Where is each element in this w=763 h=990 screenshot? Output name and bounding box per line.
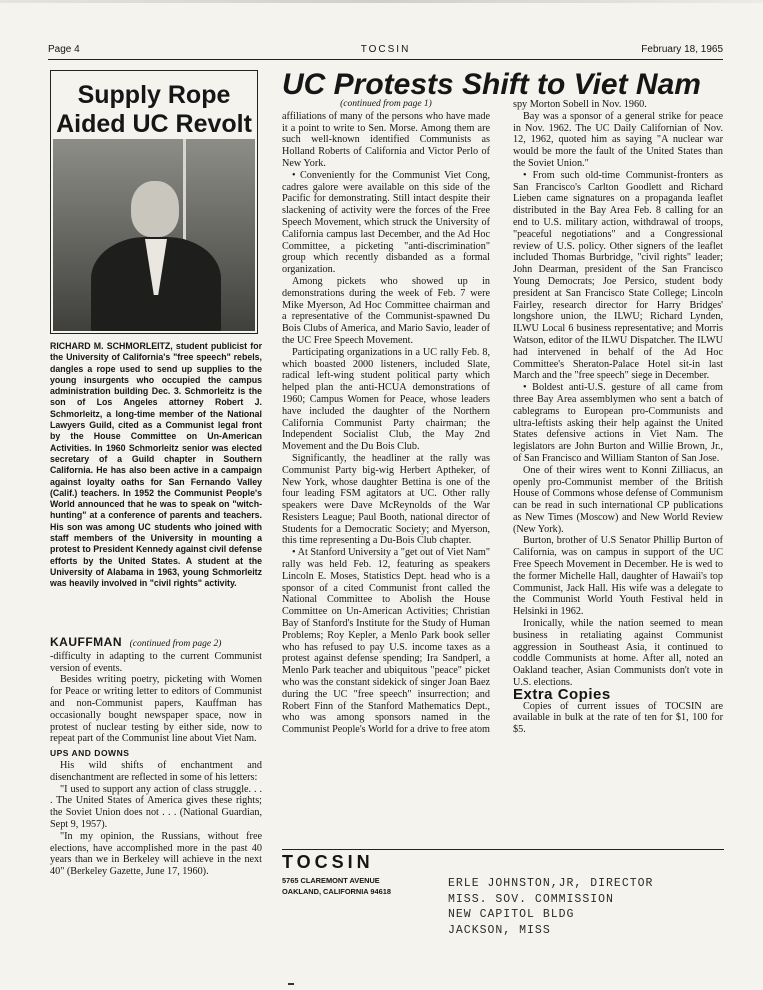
continued-from-page1: (continued from page 1)	[340, 99, 432, 109]
footer-street: 5765 CLAREMONT AVENUE	[282, 876, 380, 885]
typed-address-stamp	[448, 876, 653, 938]
page-header	[48, 44, 723, 58]
kaufman-column	[50, 637, 262, 878]
mid-p2: • Conveniently for the Communist Viet Cong, cadres galore were available on this side of the Pacific for demonstrating. Still intact despite their slackening of activity were the forces of the Free Speech Movement, which struck the University of California campus last December, and the Ad Hoc Committee, a picketing "anti-discrimination" group which recently disbanded as a formal organization.	[282, 169, 490, 276]
kaufman-p1: -difficulty in adapting to the current Communist version of events.	[50, 650, 262, 674]
photo-box	[50, 70, 258, 334]
photo-of-man-with-rope	[53, 139, 255, 331]
right-p5: One of their wires went to Konni Zilliacus, an openly pro-Communist member of the British House of Commons whose defense of Communism can be read in such international CP publications as New Times (Moscow) and New World Review (New York).	[513, 464, 723, 535]
right-p7: Ironically, while the nation seemed to mean business in retaliating against Communist aggression in Southeast Asia, it continued to coddle Communists at home. After all, noted an Oakland teacher, Asian Communists don't vote in U.S. elections.	[513, 618, 723, 689]
middle-column	[282, 99, 490, 736]
extra-copies-heading: Extra Copies	[513, 685, 611, 703]
header-rule	[48, 59, 723, 60]
right-column	[513, 99, 723, 736]
kaufman-p2: Besides writing poetry, picketing with Women for Peace or writing letter to editors of Communist and non-Communist papers, Kauffman has occasionally bought newspaper space, now in protest of nuclear testing by either side, now to repeat part of the Communist line about Viet Nam.	[50, 674, 262, 745]
mid-p4: Participating organizations in a UC rally Feb. 8, which boasted 2000 listeners, included Slate, radical left-wing student political party which helped plan the anti-HCUA demonstrations of 1960; Campus Women for Peace, whose leaders have included the daughter of the Northern California Communist Party chairman; the Independent Socialist Club, the May 2nd Movement and the Du Bois Club.	[282, 346, 490, 453]
mid-p1: affiliations of many of the persons who have made it a point to write to Sen. Morse. Among them are such well-known identified Communists as Holland Roberts of California and Victor Perlo of New York.	[282, 110, 490, 169]
scan-mark	[288, 983, 294, 985]
ups-and-downs-subhead: UPS AND DOWNS	[50, 748, 130, 759]
stamp-line2: MISS. SOV. COMMISSION	[448, 892, 614, 906]
right-p2: Bay was a sponsor of a general strike for peace in Nov. 1962. The UC Daily Californian of Nov. 12, 1962, quoted him as saying "A nuclear war would be more the fault of the United States than the Soviet Union."	[513, 110, 723, 169]
photo-box-title-line2: Aided UC Revolt	[56, 110, 252, 138]
footer-masthead: TOCSIN	[282, 852, 374, 872]
issue-date: February 18, 1965	[641, 44, 723, 55]
footer-city: OAKLAND, CALIFORNIA 94618	[282, 887, 391, 896]
kaufman-p4: "I used to support any action of class struggle. . . . The United States of America gives these rights; the Soviet Union does not . . . (National Guardian, Sept 9, 1957).	[50, 783, 262, 830]
page-number: Page 4	[48, 44, 80, 55]
right-p1: spy Morton Sobell in Nov. 1960.	[513, 99, 647, 110]
right-p3: • From such old-time Communist-fronters as San Francisco's Carlton Goodlett and Richard Lieben came signatures on a propaganda leaflet distributed in the Bay Area Feb. 8 calling for an end to U.S. military action, withdrawal of troops, "peaceful negotiations" and a Congressional review of U.S. policy. Other signers of the leaflet included Thomas Burbridge, "civil rights" leader; John Dearman, president of the San Francisco Young Democrats; Joe Persico, student body president at San Francisco State College; Lincoln Fairley, research director for Harry Bridges' longshore union, the ILWU; Richard Lynden, ILWU Local 6 business representative; and Morris Watson, editor of the ILWU Dispatcher. The ILWU had intervened in behalf of the Ad Hoc Committee's Sheraton-Palace Hotel sit-in last March and the "free speech" siege in December.	[513, 169, 723, 382]
mid-p6: • At Stanford University a "get out of Viet Nam" rally was held Feb. 12, featuring as speakers Lincoln E. Moses, Statistics Dept. head who is a sponsor of a cited Communist front called the National Committee to Abolish the House Committee on Un-American Activities; Christian Bay of Stanford's Institute for the Study of Human Problems; Roy Kepler, a Menlo Park book seller who has refused to pay U.S. income taxes as a protest against defense spending; Ira Sandperl, a Menlo Park teacher and ubiquitous "peace" picket who was the constant sidekick of singer Joan Baez during the UC "free speech" insurrection; and Robert Finn of the Stanford Mathematics Dept., who was among sponsors named in the Communist People's World for a drive to free atom	[282, 547, 490, 736]
head-shape	[131, 181, 179, 237]
right-p6: Burton, brother of U.S Senator Phillip Burton of California, was on campus in support of the UC Free Speech Movement in December. He is wed to the former Michelle Hall, daughter of Hawaii's top Communist, Jack Hall. His wife was a delegate to the Communist World Youth Festival held in Helsinki in 1962.	[513, 535, 723, 618]
kaufman-continued: (continued from page 2)	[129, 639, 222, 649]
right-p4: • Boldest anti-U.S. gesture of all came from three Bay Area assemblymen who sent a batch of cablegrams to European pro-Communists and ultra-leftists asking their help against the United States defensive actions in Viet Nam. The legislators are John Burton and Willie Brown, Jr., of San Francisco and William Stanton of San Jose.	[513, 382, 723, 464]
photo-box-title	[51, 81, 257, 139]
photo-box-title-line1: Supply Rope	[77, 81, 231, 109]
stamp-line3: NEW CAPITOL BLDG	[448, 908, 575, 921]
mid-p3: Among pickets who showed up in demonstrations during the week of Feb. 7 were Mike Myerson, Ad Hoc Committee chairman and a representative of the Communist-spawned Du Bois Clubs of America, and Mario Savio, leader of the UC Free Speech Movement.	[282, 275, 490, 346]
photo-caption: RICHARD M. SCHMORLEITZ, student publicist for the University of California's "free speech" rebels, dangles a rope used to send up supplies to the young insurgents who occupied the campus administration building Dec. 3. Schmorleitz is the son of Los Angeles attorney Robert J. Schmorleitz, a long-time member of the National Lawyers Guild, cited as a Communist legal front by the House Committee on Un-American Activities. In 1960 Schmorleitz senior was elected secretary of a Guild chapter in Southern California. He has also been active in a campaign against loyalty oaths for San Fernando Valley (Calif.) teachers. In 1952 the Communist People's World announced that he was to speak on "witch-hunting" at a conference of parents and teachers. His son was among UC students who joined with staff members of the University in mounting a protest to President Kennedy against civil defense efforts by the United States. A student at the University of Alabama in 1963, young Schmorleitz was heavily involved in "civil rights" activity.	[50, 341, 262, 589]
paper-name: TOCSIN	[360, 44, 411, 55]
mid-p5: Significantly, the headliner at the rally was Communist Party big-wig Herbert Aptheker, of New York, whose daughter Bettina is one of the four leading FSM agitators at UC. Other rally speakers were Dave McReynolds of the War Resisters League; Paul Booth, national director of Students for a Democratic Society; and Myerson, this time representing a Du-Bois Club chapter.	[282, 452, 490, 547]
kaufman-heading	[50, 637, 262, 651]
footer-rule	[282, 849, 724, 850]
stamp-line1: ERLE JOHNSTON,JR, DIRECTOR	[448, 877, 654, 890]
main-headline: UC Protests Shift to Viet Nam	[282, 68, 701, 101]
stamp-line4: JACKSON, MISS	[448, 923, 551, 937]
kaufman-title: KAUFFMAN	[50, 635, 122, 649]
footer-address	[282, 875, 391, 897]
scan-edge	[0, 0, 763, 3]
kaufman-p3: His wild shifts of enchantment and disenchantment are reflected in some of his letters:	[50, 759, 262, 783]
kaufman-p5: "In my opinion, the Russians, without free elections, have accomplished more in the past 40 years than we in Berkeley will achieve in the next 40" (Berkeley Gazette, June 17, 1960).	[50, 830, 262, 878]
extra-copies-text: Copies of current issues of TOCSIN are available in bulk at the rate of ten for $1, 100 for $5.	[513, 700, 723, 736]
